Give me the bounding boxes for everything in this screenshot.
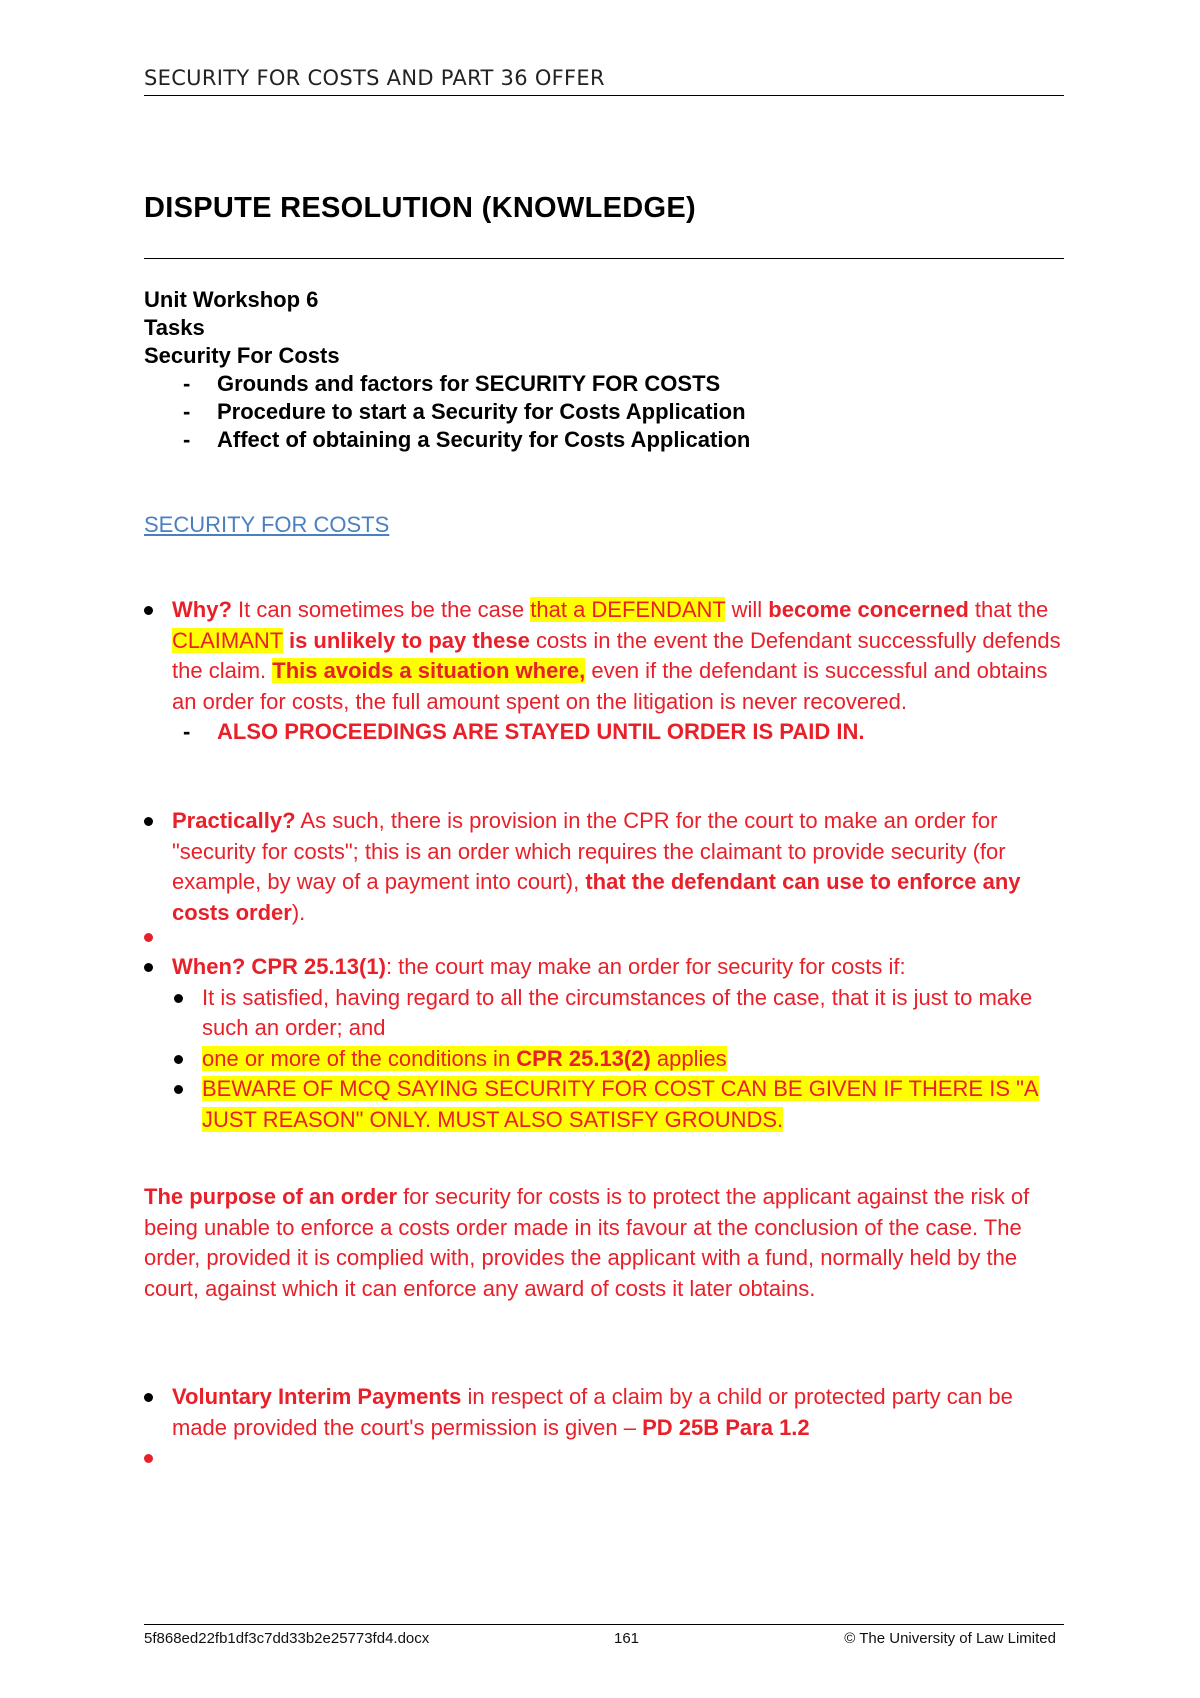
bullet-dot <box>144 1454 153 1463</box>
when-text: When? CPR 25.13(1): the court may make an order for security for costs if: <box>172 954 906 979</box>
footer-page-number: 161 <box>614 1630 640 1647</box>
bullet-dot <box>174 1085 183 1094</box>
task-item: - Grounds and factors for SECURITY FOR COSTS <box>144 370 750 398</box>
bullet-dot <box>144 933 153 942</box>
purpose-paragraph: The purpose of an order for security for costs is to protect the applicant against the risk of being unable to enforce a costs order made in its favour at the conclusion of the case. The order, provided it is complied with, provides the applicant with a fund, normally held by the court, against which it can enforce any award of costs it later obtains. <box>144 1184 1030 1301</box>
voluntary-text: Voluntary Interim Payments in respect of a claim by a child or protected party can be made provided the court's permission is given – PD 25B Para 1.2 <box>172 1384 1013 1440</box>
tasks-block <box>144 286 750 454</box>
when-bullet <box>144 952 1064 1135</box>
bullet-dot <box>144 963 153 972</box>
bullet-dot <box>144 1393 153 1402</box>
section-heading-link[interactable]: SECURITY FOR COSTS <box>144 512 390 537</box>
when-sub-3: BEWARE OF MCQ SAYING SECURITY FOR COST CAN BE GIVEN IF THERE IS "A JUST REASON" ONLY. MUST ALSO SATISFY GROUNDS. <box>202 1074 1064 1135</box>
stayed-note: - ALSO PROCEEDINGS ARE STAYED UNTIL ORDER IS PAID IN. <box>172 717 1064 748</box>
practically-bullet <box>144 806 1064 928</box>
voluntary-bullet <box>144 1382 1064 1443</box>
security-for-costs-line: Security For Costs <box>144 343 340 368</box>
bullet-dot <box>144 606 153 615</box>
when-sub-2: one or more of the conditions in CPR 25.13(2) applies <box>202 1044 1064 1075</box>
running-header: SECURITY FOR COSTS AND PART 36 OFFER <box>144 66 1064 96</box>
footer-copyright: © The University of Law Limited <box>844 1630 1056 1647</box>
why-text: Why? It can sometimes be the case that a DEFENDANT will become concerned that the CLAIMANT is unlikely to pay these costs in the event the Defendant successfully defends the claim. This avoids a situation where, even if the defendant is successful and obtains an order for costs, the full amount spent on the litigation is never recovered. - ALSO PROCEEDINGS ARE STAYED UNTIL ORDER IS PAID IN. <box>172 595 1064 748</box>
bullet-dot <box>174 994 183 1003</box>
why-bullet <box>144 595 1064 748</box>
footer-rule <box>144 1624 1064 1625</box>
practically-text: Practically? As such, there is provision in the CPR for the court to make an order for "security for costs"; this is an order which requires the claimant to provide security (for example, by way of a payment into court), that the defendant can use to enforce any costs order). <box>172 808 1021 925</box>
title-rule <box>144 258 1064 259</box>
tasks-line: Tasks <box>144 315 205 340</box>
unit-workshop-line: Unit Workshop 6 <box>144 287 319 312</box>
bullet-dot <box>144 817 153 826</box>
bullet-dot <box>174 1055 183 1064</box>
task-list <box>144 370 750 454</box>
when-sub-1: It is satisfied, having regard to all the circumstances of the case, that it is just to make such an order; and <box>202 983 1064 1044</box>
task-item: - Affect of obtaining a Security for Costs Application <box>144 426 750 454</box>
document-title: DISPUTE RESOLUTION (KNOWLEDGE) <box>144 192 696 224</box>
footer-filename: 5f868ed22fb1df3c7dd33b2e25773fd4.docx <box>144 1630 430 1647</box>
task-item: - Procedure to start a Security for Costs Application <box>144 398 750 426</box>
